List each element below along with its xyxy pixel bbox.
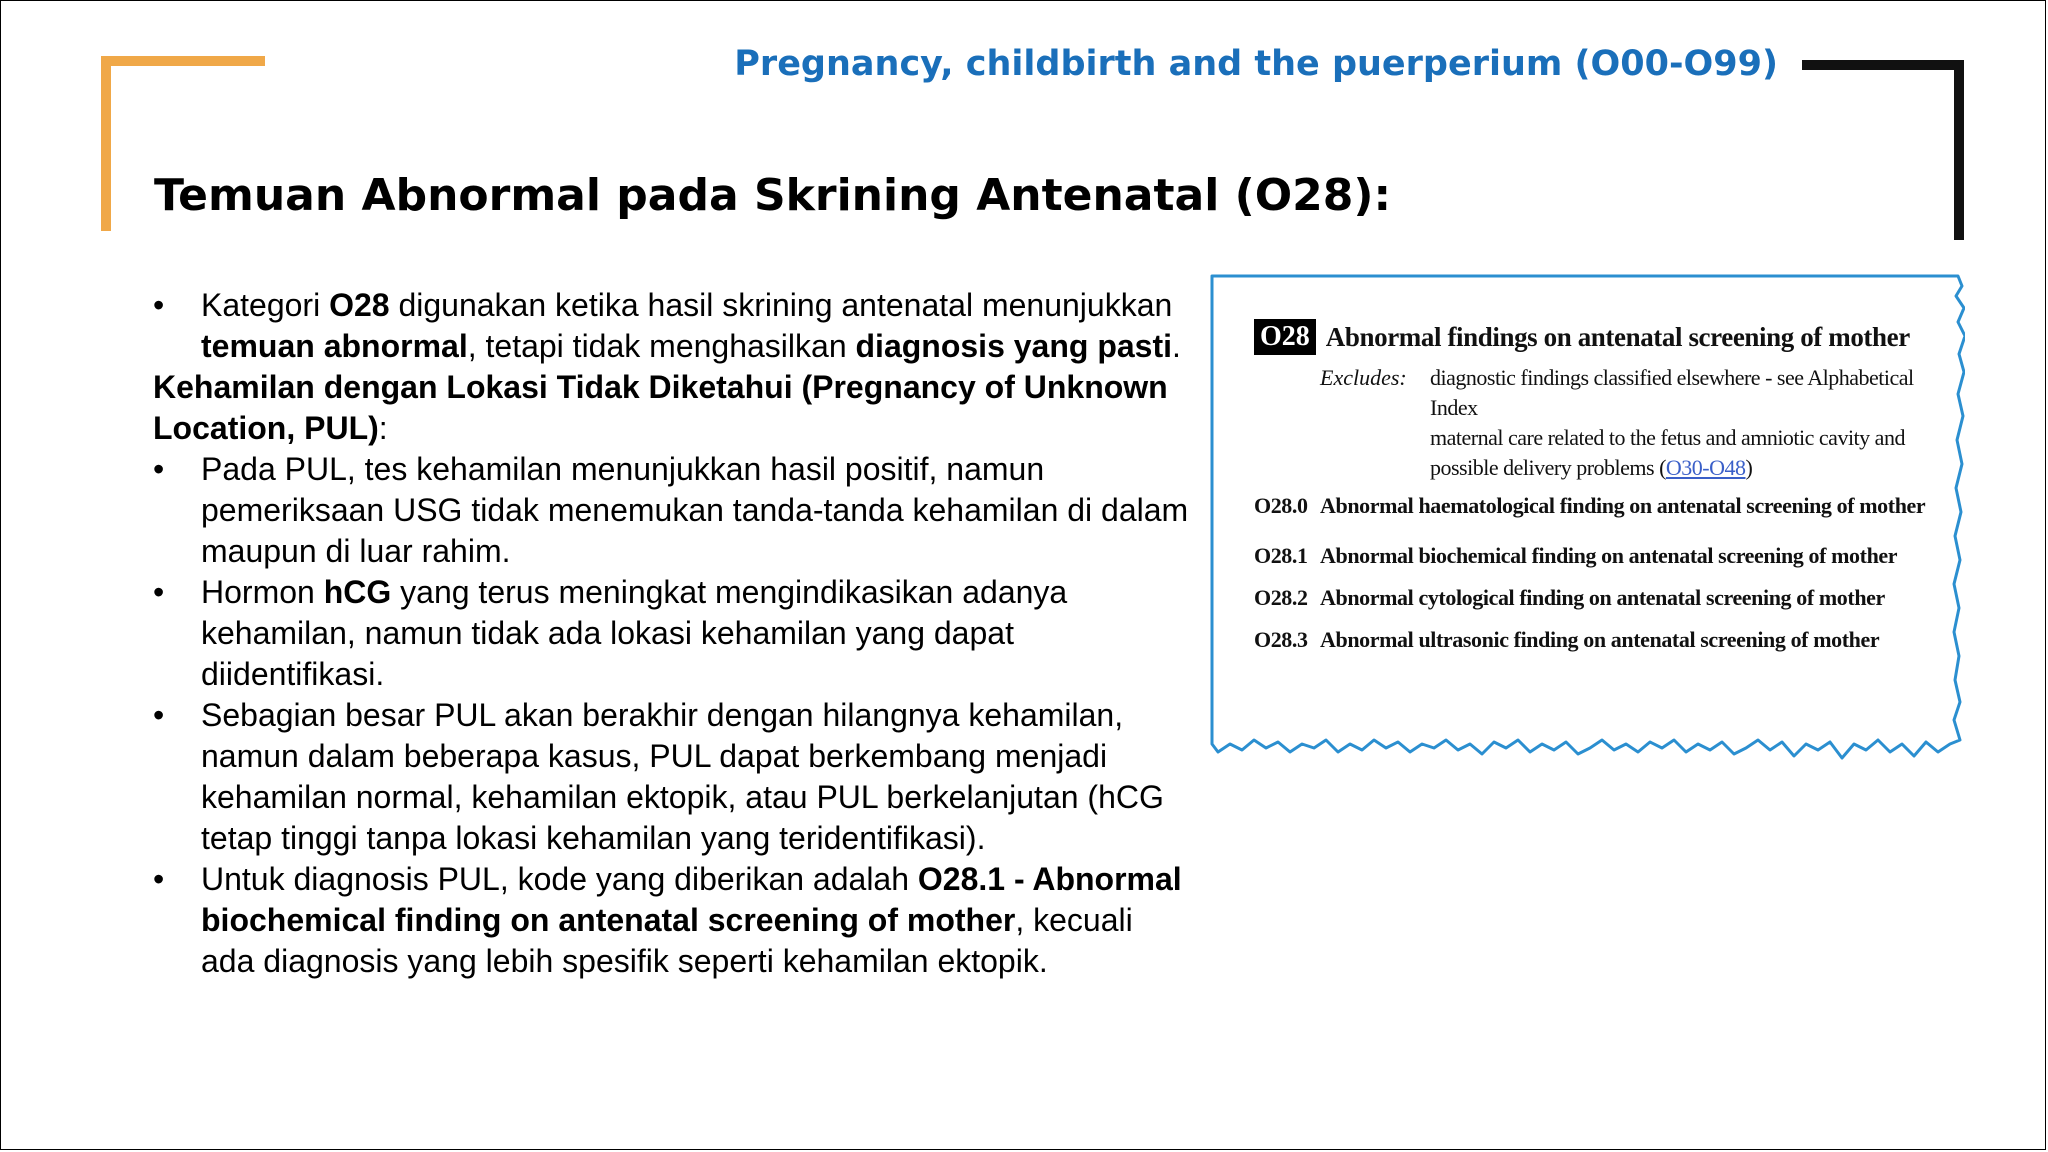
bullet-pul-2 [153, 572, 1193, 695]
intro-emphasis: diagnosis yang pasti [855, 328, 1173, 364]
bullet-text: Pada PUL, tes kehamilan menunjukkan hasil positif, namun pemeriksaan USG tidak menemukan tanda-tanda kehamilan di dalam maupun di luar rahim. [201, 451, 1189, 569]
subcode: O28.3 [1254, 627, 1308, 652]
excludes-block [1254, 363, 1944, 483]
icd-subcode-row [1254, 493, 1944, 519]
xref-link[interactable]: O30-O48 [1665, 455, 1746, 480]
icd-heading [1254, 319, 1944, 355]
icd-title: Abnormal findings on antenatal screening of mother [1325, 321, 1910, 352]
subcode-label: Abnormal biochemical finding on antenatal screening of mother [1320, 543, 1898, 568]
excludes-label: Excludes: [1320, 365, 1407, 390]
icd-content [1254, 319, 1944, 653]
bullet-emphasis: O28.1 - Abnormal biochemical finding on antenatal screening of mother [201, 861, 1182, 938]
bullet-text: Sebagian besar PUL akan berakhir dengan hilangnya kehamilan, namun dalam beberapa kasus, PUL dapat berkembang menjadi kehamilan normal, kehamilan ektopik, atau PUL berkelanjutan (hCG tetap tinggi tanpa lokasi kehamilan yang teridentifikasi). [201, 697, 1164, 856]
bullet-dot: • [153, 574, 165, 610]
intro-text: digunakan ketika hasil skrining antenatal menunjukkan [389, 287, 1173, 323]
intro-emphasis: temuan abnormal [201, 328, 468, 364]
bullet-pul-3 [153, 695, 1193, 859]
subcode: O28.1 [1254, 543, 1308, 568]
bullet-dot: • [153, 451, 165, 487]
section-header: Pregnancy, childbirth and the puerperium (O00-O99) [734, 44, 1778, 84]
body-text [153, 285, 1193, 982]
intro-code: O28 [329, 287, 390, 323]
bullet-intro [153, 285, 1193, 367]
pul-heading-text: Kehamilan dengan Lokasi Tidak Diketahui (Pregnancy of Unknown Location, PUL) [153, 369, 1168, 446]
exclude-item-text: maternal care related to the fetus and amniotic cavity and possible delivery problems ( [1430, 425, 1905, 480]
intro-text: , tetapi tidak menghasilkan [467, 328, 856, 364]
subcode-label: Abnormal cytological finding on antenatal screening of mother [1320, 585, 1885, 610]
bullet-dot: • [153, 697, 165, 733]
icd-excerpt-card [1210, 274, 1965, 774]
subcode-label: Abnormal haematological finding on antenatal screening of mother [1320, 493, 1926, 518]
subcode-label: Abnormal ultrasonic finding on antenatal screening of mother [1320, 627, 1880, 652]
subcode: O28.2 [1254, 585, 1308, 610]
accent-corner-black [1802, 60, 1964, 70]
accent-corner-orange [101, 56, 265, 66]
icd-subcode-row [1254, 543, 1944, 569]
bullet-pul-1 [153, 449, 1193, 572]
accent-corner-black-vertical [1954, 60, 1964, 240]
slide-title: Temuan Abnormal pada Skrining Antenatal (O28): [154, 170, 1392, 221]
bullet-text: Hormon [201, 574, 324, 610]
bullet-text: , kecuali ada diagnosis yang lebih spesifik seperti kehamilan ektopik. [201, 902, 1133, 979]
exclude-item-close: ) [1745, 455, 1753, 480]
exclude-item [1430, 423, 1944, 483]
exclude-item: diagnostic findings classified elsewhere - see Alphabetical Index [1430, 365, 1914, 420]
icd-subcode-row [1254, 585, 1944, 611]
icd-subcode-row [1254, 627, 1944, 653]
accent-corner-orange-vertical [101, 56, 111, 231]
pul-heading-suffix: : [378, 410, 388, 446]
bullet-text: yang terus meningkat mengindikasikan adanya kehamilan, namun tidak ada lokasi kehamilan yang dapat diidentifikasi. [201, 574, 1068, 692]
intro-text: . [1172, 328, 1181, 364]
bullet-dot: • [153, 861, 165, 897]
excludes-items [1430, 363, 1944, 483]
icd-code-badge: O28 [1254, 319, 1316, 355]
bullet-text: Untuk diagnosis PUL, kode yang diberikan adalah [201, 861, 918, 897]
bullet-dot: • [153, 287, 165, 323]
pul-heading [153, 367, 1193, 449]
subcode: O28.0 [1254, 493, 1308, 518]
bullet-emphasis: hCG [323, 574, 392, 610]
bullet-pul-4 [153, 859, 1193, 982]
intro-text: Kategori [201, 287, 330, 323]
